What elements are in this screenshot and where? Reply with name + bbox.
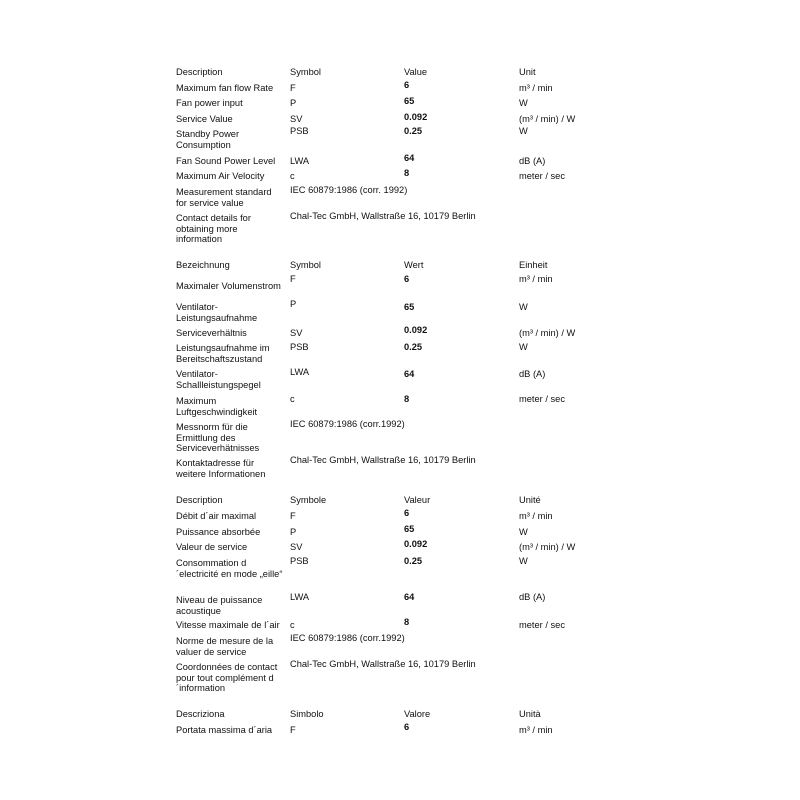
row-unit: (m³ / min) / W <box>519 328 576 338</box>
spec-sheet <box>176 0 616 800</box>
row-symbol: P <box>290 527 297 537</box>
header-unit: Einheit <box>519 260 548 270</box>
row-description: Service Value <box>176 114 233 124</box>
row-value: 6 <box>404 274 410 284</box>
header-unit: Unit <box>519 67 536 77</box>
header-description: Description <box>176 67 223 77</box>
header-value: Valeur <box>404 495 431 505</box>
row-description: Norme de mesure de la valuer de service <box>176 636 274 657</box>
row-span-value: Chal-Tec GmbH, Wallstraße 16, 10179 Berlin <box>290 659 476 669</box>
row-unit: meter / sec <box>519 620 565 630</box>
row-description: Measurement standard for service value <box>176 187 272 208</box>
row-description: Coordonnées de contact pour tout complément d´information <box>176 662 278 694</box>
row-unit: m³ / min <box>519 83 553 93</box>
row-symbol: PSB <box>290 126 309 136</box>
row-value: 6 <box>404 508 410 518</box>
row-value: 0.25 <box>404 556 423 566</box>
header-symbol: Symbol <box>290 260 322 270</box>
row-value: 64 <box>404 592 415 602</box>
row-value: 0.092 <box>404 539 428 549</box>
row-description: Serviceverhältnis <box>176 328 247 338</box>
row-symbol: LWA <box>290 592 310 602</box>
row-value: 0.092 <box>404 325 428 335</box>
header-unit: Unité <box>519 495 541 505</box>
row-description: Puissance absorbée <box>176 527 261 537</box>
row-span-value: Chal-Tec GmbH, Wallstraße 16, 10179 Berlin <box>290 211 476 221</box>
header-symbol: Symbol <box>290 67 322 77</box>
row-symbol: P <box>290 299 297 309</box>
row-description: Maximum Air Velocity <box>176 171 265 181</box>
row-span-value: IEC 60879:1986 (corr. 1992) <box>290 185 408 195</box>
row-description: Standby Power Consumption <box>176 129 240 150</box>
row-unit: m³ / min <box>519 274 553 284</box>
row-unit: W <box>519 126 528 136</box>
row-description: Maximum Luftgeschwindigkeit <box>176 396 258 417</box>
header-description: Bezeichnung <box>176 260 230 270</box>
header-description: Descriziona <box>176 709 225 719</box>
row-value: 8 <box>404 394 410 404</box>
row-symbol: F <box>290 511 296 521</box>
row-unit: (m³ / min) / W <box>519 114 576 124</box>
row-unit: dB (A) <box>519 156 546 166</box>
row-symbol: PSB <box>290 556 309 566</box>
row-value: 64 <box>404 369 415 379</box>
row-description: Ventilator-Schallleistungspegel <box>176 369 261 390</box>
row-unit: (m³ / min) / W <box>519 542 576 552</box>
row-symbol: c <box>290 394 295 404</box>
row-description: Fan Sound Power Level <box>176 156 276 166</box>
row-description: Vitesse maximale de l´air <box>176 620 280 630</box>
row-unit: m³ / min <box>519 511 553 521</box>
row-unit: m³ / min <box>519 725 553 735</box>
row-symbol: F <box>290 83 296 93</box>
row-unit: W <box>519 527 528 537</box>
header-symbol: Symbole <box>290 495 327 505</box>
row-value: 0.25 <box>404 342 423 352</box>
row-value: 64 <box>404 153 415 163</box>
row-symbol: LWA <box>290 367 310 377</box>
header-symbol: Simbolo <box>290 709 324 719</box>
row-unit: meter / sec <box>519 394 565 404</box>
row-value: 8 <box>404 617 410 627</box>
row-symbol: SV <box>290 328 303 338</box>
row-description: Fan power input <box>176 98 243 108</box>
row-description: Niveau de puissance acoustique <box>176 595 263 616</box>
row-unit: W <box>519 302 528 312</box>
row-symbol: c <box>290 171 295 181</box>
row-unit: W <box>519 556 528 566</box>
row-span-value: IEC 60879:1986 (corr.1992) <box>290 633 405 643</box>
row-unit: dB (A) <box>519 369 546 379</box>
row-description: Contact details for obtaining more information <box>176 213 251 245</box>
row-description: Consommation d´electricité en mode „eille“ <box>176 558 283 579</box>
row-description: Messnorm für die Ermittlung des Serviceverhätnisses <box>176 422 260 454</box>
row-value: 65 <box>404 302 415 312</box>
row-value: 0.092 <box>404 112 428 122</box>
row-description: Maximaler Volumenstrom <box>176 281 281 291</box>
row-value: 0.25 <box>404 126 423 136</box>
row-span-value: IEC 60879:1986 (corr.1992) <box>290 419 405 429</box>
row-description: Portata massima d´aria <box>176 725 273 735</box>
row-unit: W <box>519 98 528 108</box>
header-unit: Unità <box>519 709 541 719</box>
row-symbol: F <box>290 725 296 735</box>
row-description: Valeur de service <box>176 542 248 552</box>
row-description: Débit d´air maximal <box>176 511 257 521</box>
header-value: Value <box>404 67 428 77</box>
row-description: Leistungsaufnahme im Bereitschaftszustand <box>176 343 270 364</box>
row-symbol: SV <box>290 114 303 124</box>
row-span-value: Chal-Tec GmbH, Wallstraße 16, 10179 Berlin <box>290 455 476 465</box>
row-description: Ventilator-Leistungsaufnahme <box>176 302 258 323</box>
row-unit: W <box>519 342 528 352</box>
header-value: Wert <box>404 260 424 270</box>
row-symbol: SV <box>290 542 303 552</box>
row-value: 6 <box>404 80 410 90</box>
header-value: Valore <box>404 709 431 719</box>
row-value: 65 <box>404 524 415 534</box>
row-description: Maximum fan flow Rate <box>176 83 274 93</box>
row-value: 8 <box>404 168 410 178</box>
row-symbol: c <box>290 620 295 630</box>
row-symbol: F <box>290 274 296 284</box>
row-symbol: PSB <box>290 342 309 352</box>
row-unit: dB (A) <box>519 592 546 602</box>
row-symbol: P <box>290 98 297 108</box>
row-value: 6 <box>404 722 410 732</box>
row-value: 65 <box>404 96 415 106</box>
row-symbol: LWA <box>290 156 310 166</box>
row-description: Kontaktadresse für weitere Informationen <box>176 458 266 479</box>
header-description: Description <box>176 495 223 505</box>
row-unit: meter / sec <box>519 171 565 181</box>
